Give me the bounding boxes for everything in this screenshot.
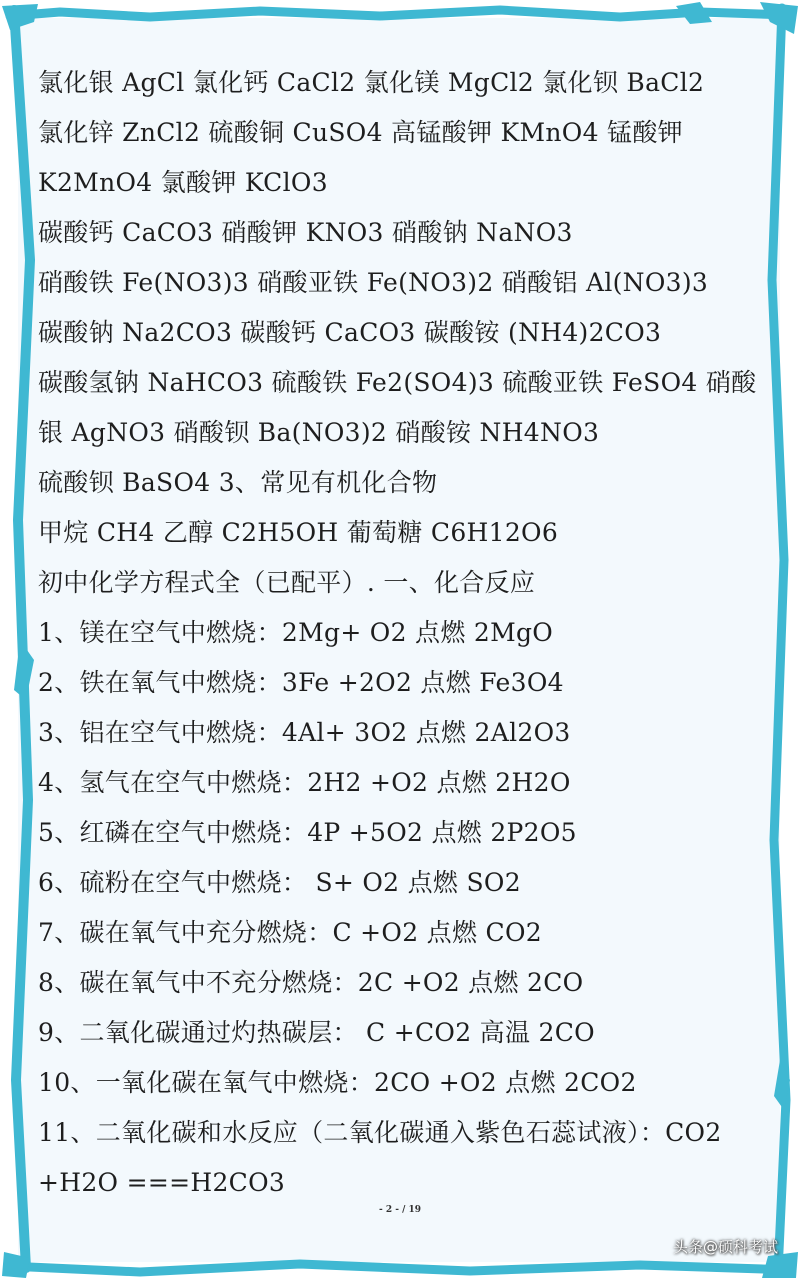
text-line: 碳酸氢钠 NaHCO3 硫酸铁 Fe2(SO4)3 硫酸亚铁 FeSO4 硝酸 (38, 368, 757, 397)
equation-line: 3、铝在空气中燃烧：4Al+ 3O2 点燃 2Al2O3 (38, 718, 571, 747)
equation-line: 9、二氧化碳通过灼热碳层： C +CO2 高温 2CO (38, 1018, 595, 1047)
equation-line: 1、镁在空气中燃烧：2Mg+ O2 点燃 2MgO (38, 618, 554, 647)
text-line: 碳酸钙 CaCO3 硝酸钾 KNO3 硝酸钠 NaNO3 (38, 218, 573, 247)
text-line: 银 AgNO3 硝酸钡 Ba(NO3)2 硝酸铵 NH4NO3 (38, 418, 600, 447)
equation-line: 7、碳在氧气中充分燃烧：C +O2 点燃 CO2 (38, 918, 542, 947)
equation-line: 10、一氧化碳在氧气中燃烧：2CO +O2 点燃 2CO2 (38, 1068, 637, 1097)
text-line: 氯化银 AgCl 氯化钙 CaCl2 氯化镁 MgCl2 氯化钡 BaCl2 (38, 68, 705, 97)
equation-line: +H2O ===H2CO3 (38, 1168, 286, 1197)
text-line: 甲烷 CH4 乙醇 C2H5OH 葡萄糖 C6H12O6 (38, 518, 559, 547)
text-line: 碳酸钠 Na2CO3 碳酸钙 CaCO3 碳酸铵 (NH4)2CO3 (38, 318, 662, 347)
text-line: 氯化锌 ZnCl2 硫酸铜 CuSO4 高锰酸钾 KMnO4 锰酸钾 (38, 118, 683, 147)
equation-line: 6、硫粉在空气中燃烧： S+ O2 点燃 SO2 (38, 868, 521, 897)
equation-line: 2、铁在氧气中燃烧：3Fe +2O2 点燃 Fe3O4 (38, 668, 564, 697)
page-number: - 2 - / 19 (378, 1205, 422, 1215)
text-line: K2MnO4 氯酸钾 KClO3 (38, 168, 328, 197)
equation-line: 11、二氧化碳和水反应（二氧化碳通入紫色石蕊试液）：CO2 (38, 1118, 722, 1147)
text-line: 硫酸钡 BaSO4 3、常见有机化合物 (38, 468, 438, 497)
equation-line: 8、碳在氧气中不充分燃烧：2C +O2 点燃 2CO (38, 968, 584, 997)
watermark: 头条@硕科考试 (672, 1238, 778, 1256)
equation-line: 5、红磷在空气中燃烧：4P +5O2 点燃 2P2O5 (38, 818, 577, 847)
text-line: 硝酸铁 Fe(NO3)3 硝酸亚铁 Fe(NO3)2 硝酸铝 Al(NO3)3 (38, 268, 709, 297)
equation-line: 4、氢气在空气中燃烧：2H2 +O2 点燃 2H2O (38, 768, 571, 797)
document-text (38, 58, 773, 1208)
section-heading: 初中化学方程式全（已配平）. 一、化合反应 (38, 568, 536, 597)
